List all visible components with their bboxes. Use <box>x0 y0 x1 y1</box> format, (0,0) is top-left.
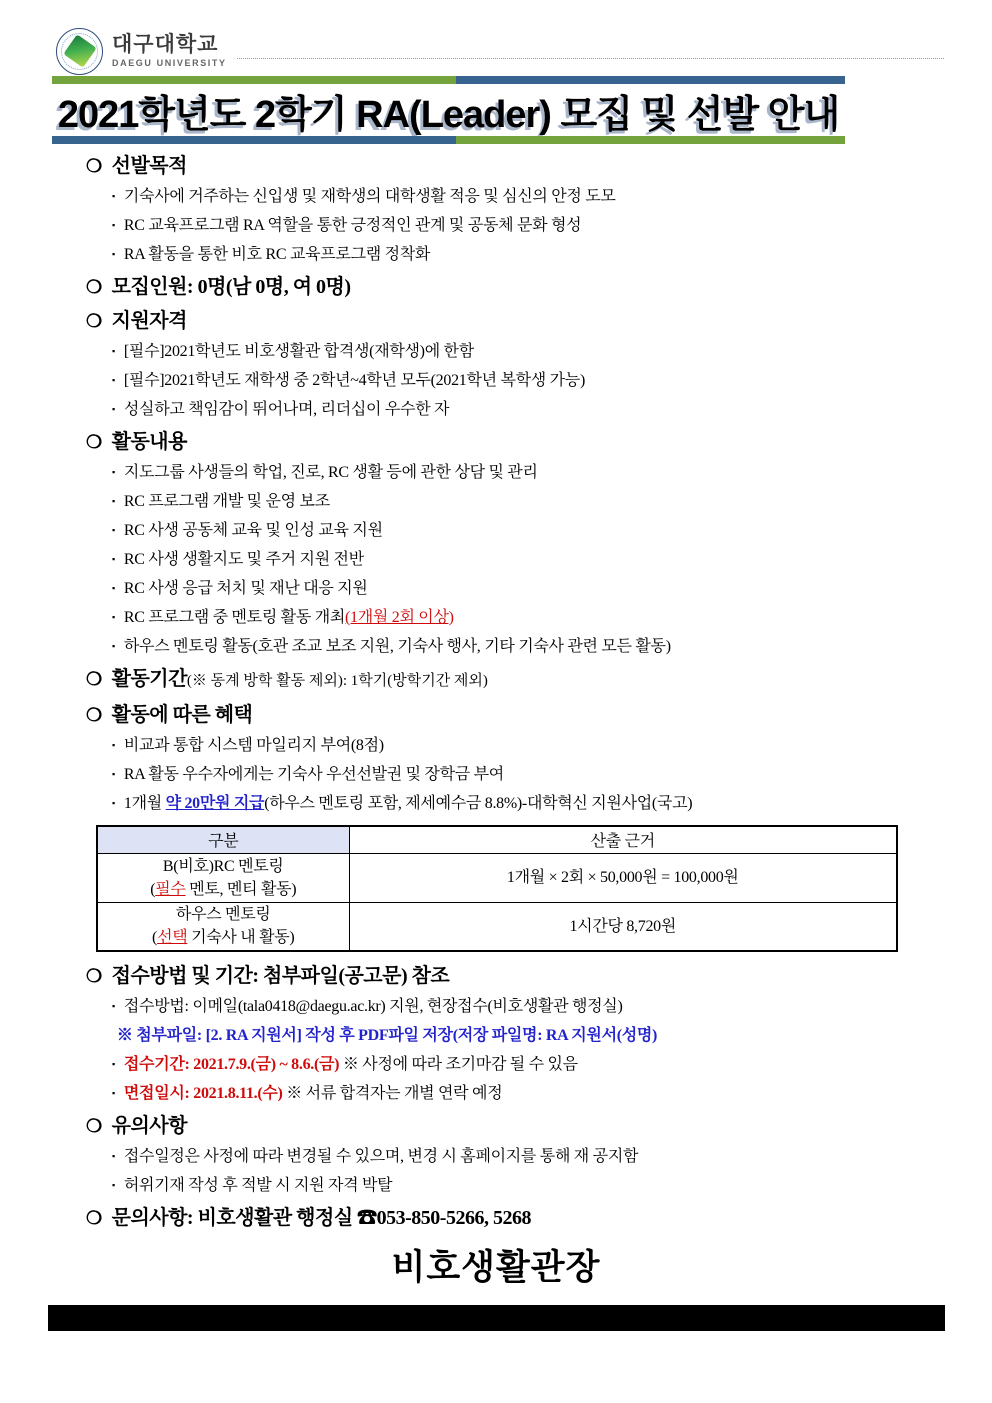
table-row-house-mentoring <box>97 902 897 951</box>
bullet-icon: ▪ <box>112 1180 115 1190</box>
item-text: 기숙사에 거주하는 신입생 및 재학생의 대학생활 적응 및 심신의 안정 도모 <box>123 188 616 205</box>
section-marker-icon: ❍ <box>86 311 102 331</box>
section-marker-icon: ❍ <box>86 156 102 176</box>
note-item-attachment <box>46 1021 946 1050</box>
banner-bottom-bar-green <box>456 136 845 144</box>
university-name: 대구대학교 <box>112 33 219 56</box>
university-name-en: DAEGU UNIVERSITY <box>112 58 227 68</box>
item-text: RC 사생 생활지도 및 주거 지원 전반 <box>123 551 364 568</box>
signature-title: 비호생활관장 <box>391 1248 601 1287</box>
cell-text: ( <box>152 929 158 947</box>
item-text: RC 프로그램 중 멘토링 활동 개최 <box>123 609 346 626</box>
bullet-item <box>46 760 946 789</box>
bullet-item <box>46 458 946 487</box>
bullet-icon: ▪ <box>112 769 115 779</box>
cell-text: 하우스 멘토링 <box>175 906 271 924</box>
section-header-period <box>46 663 946 697</box>
section-title: 문의사항: 비호생활관 행정실 ☎053-850-5266, 5268 <box>111 1207 531 1229</box>
bullet-item <box>46 487 946 516</box>
bullet-icon: ▪ <box>112 1059 115 1069</box>
section-title: 모집인원: 0명(남 0명, 여 0명) <box>111 276 351 298</box>
bullet-icon: ▪ <box>112 404 115 414</box>
item-text: ※ 사정에 따라 조기마감 될 수 있음 <box>339 1056 578 1073</box>
item-text-blue: ※ 첨부파일: [2. RA 지원서] 작성 후 PDF파일 저장(저장 파일명: RA 지원서(성명) <box>116 1027 658 1044</box>
item-text: 비교과 통합 시스템 마일리지 부여(8점) <box>123 737 384 754</box>
bullet-icon: ▪ <box>112 346 115 356</box>
table-row-rc-mentoring <box>97 853 897 902</box>
bullet-icon: ▪ <box>112 467 115 477</box>
bullet-icon: ▪ <box>112 740 115 750</box>
section-title: 선발목적 <box>111 155 187 177</box>
section-title: 지원자격 <box>111 310 187 332</box>
bullet-icon: ▪ <box>112 496 115 506</box>
item-text: RC 사생 응급 처치 및 재난 대응 지원 <box>123 580 368 597</box>
bullet-icon: ▪ <box>112 612 115 622</box>
bullet-icon: ▪ <box>112 220 115 230</box>
section-marker-icon: ❍ <box>86 1208 102 1228</box>
item-text: RC 교육프로그램 RA 역할을 통한 긍정적인 관계 및 공동체 문화 형성 <box>123 217 582 234</box>
section-title: 활동내용 <box>111 431 187 453</box>
section-marker-icon: ❍ <box>86 705 102 725</box>
item-text: 접수일정은 사정에 따라 변경될 수 있으며, 변경 시 홈페이지를 통해 재 공지함 <box>123 1148 639 1165</box>
bullet-item-apply-method <box>46 992 946 1021</box>
banner-bottom-bar-blue <box>52 136 456 144</box>
cell-text-red: 선택 <box>157 929 188 947</box>
cell-house-mentoring-basis: 1시간당 8,720원 <box>349 902 897 951</box>
cell-rc-mentoring-basis: 1개월 × 2회 × 50,000원 = 100,000원 <box>349 853 897 902</box>
section-header-application <box>46 960 946 992</box>
table-header-basis: 산출 근거 <box>349 826 897 853</box>
section-header-purpose <box>46 150 946 182</box>
letterhead-dotted-line <box>237 58 944 59</box>
section-header-eligibility <box>46 305 946 337</box>
cell-text: 멘토, 멘티 활동) <box>185 880 297 898</box>
bullet-item-apply-period <box>46 1050 946 1079</box>
university-names <box>112 34 227 68</box>
item-text: 지도그룹 사생들의 학업, 진로, RC 생활 등에 관한 상담 및 관리 <box>123 464 538 481</box>
bullet-item-mentoring <box>46 603 946 632</box>
bullet-item <box>46 545 946 574</box>
university-logo-icon <box>56 28 103 75</box>
bullet-item <box>46 574 946 603</box>
bullet-icon: ▪ <box>112 1151 115 1161</box>
section-title: 유의사항 <box>111 1115 187 1137</box>
footer-bar <box>48 1305 945 1331</box>
section-title-sub: (※ 동계 방학 활동 제외): 1학기(방학기간 제외) <box>186 673 488 689</box>
bullet-icon: ▪ <box>112 641 115 651</box>
section-header-contact <box>46 1202 946 1234</box>
table-header-row <box>97 826 897 853</box>
payment-calculation-table <box>96 825 898 952</box>
item-text: RC 사생 공동체 교육 및 인성 교육 지원 <box>123 522 383 539</box>
table-header-category: 구분 <box>97 826 349 853</box>
page-title: 2021학년도 2학기 RA(Leader) 모집 및 선발 안내 <box>57 93 840 136</box>
bullet-item-payment <box>46 789 946 818</box>
bullet-icon: ▪ <box>112 375 115 385</box>
bullet-item <box>46 1142 946 1171</box>
item-text-highlight-red: (1개월 2회 이상) <box>345 609 454 626</box>
item-text: (하우스 멘토링 포함, 제세예수금 8.8%)-대학혁신 지원사업(국고) <box>264 795 693 812</box>
bullet-item <box>46 337 946 366</box>
item-text-red: 접수기간: 2021.7.9.(금) ~ 8.6.(금) <box>123 1056 340 1073</box>
bullet-item <box>46 240 946 269</box>
bullet-item <box>46 632 946 661</box>
cell-text-red: 필수 <box>155 880 186 898</box>
bullet-icon: ▪ <box>112 554 115 564</box>
item-text: 성실하고 책임감이 뛰어나며, 리더십이 우수한 자 <box>123 401 450 418</box>
bullet-item <box>46 182 946 211</box>
cell-house-mentoring-label <box>97 902 349 951</box>
bullet-item <box>46 366 946 395</box>
bullet-icon: ▪ <box>112 191 115 201</box>
section-marker-icon: ❍ <box>86 1116 102 1136</box>
bullet-item-interview-date <box>46 1079 946 1108</box>
item-text: ※ 서류 합격자는 개별 연락 예정 <box>282 1085 503 1102</box>
item-text: [필수]2021학년도 재학생 중 2학년~4학년 모두(2021학년 복학생 가능) <box>123 372 585 389</box>
section-marker-icon: ❍ <box>86 669 102 689</box>
bullet-icon: ▪ <box>112 583 115 593</box>
bullet-icon: ▪ <box>112 1001 115 1011</box>
bullet-icon: ▪ <box>112 798 115 808</box>
section-header-quota <box>46 271 946 303</box>
item-text-highlight-blue: 약 20만원 지급 <box>165 795 265 812</box>
notice-body <box>46 148 946 1234</box>
bullet-item <box>46 1171 946 1200</box>
bullet-icon: ▪ <box>112 525 115 535</box>
item-text-red: 면접일시: 2021.8.11.(수) <box>123 1085 283 1102</box>
cell-rc-mentoring-label <box>97 853 349 902</box>
item-text: 접수방법: 이메일(tala0418@daegu.ac.kr) 지원, 현장접수(비호생활관 행정실) <box>123 998 623 1015</box>
bullet-item <box>46 211 946 240</box>
item-text: RC 프로그램 개발 및 운영 보조 <box>123 493 330 510</box>
logo-diamond-icon <box>63 34 96 67</box>
bullet-item <box>46 731 946 760</box>
item-text: 하우스 멘토링 활동(호관 조교 보조 지원, 기숙사 행사, 기타 기숙사 관련 모든 활동) <box>123 638 671 655</box>
item-text: [필수]2021학년도 비호생활관 합격생(재학생)에 한함 <box>123 343 474 360</box>
section-title: 접수방법 및 기간: 첨부파일(공고문) 참조 <box>111 965 450 987</box>
section-marker-icon: ❍ <box>86 966 102 986</box>
section-marker-icon: ❍ <box>86 277 102 297</box>
bullet-item <box>46 395 946 424</box>
bullet-item <box>46 516 946 545</box>
item-text: RA 활동 우수자에게는 기숙사 우선선발권 및 장학금 부여 <box>123 766 504 783</box>
section-header-notes <box>46 1110 946 1142</box>
item-text: 1개월 <box>123 795 166 812</box>
bullet-icon: ▪ <box>112 249 115 259</box>
cell-text: ( <box>150 880 156 898</box>
section-marker-icon: ❍ <box>86 432 102 452</box>
section-title: 활동기간 <box>111 668 187 690</box>
bullet-icon: ▪ <box>112 1088 115 1098</box>
cell-text: 기숙사 내 활동) <box>187 929 295 947</box>
section-header-activities <box>46 426 946 458</box>
letterhead <box>56 26 944 76</box>
section-header-benefits <box>46 699 946 731</box>
item-text: RA 활동을 통한 비호 RC 교육프로그램 정착화 <box>123 246 431 263</box>
item-text: 허위기재 작성 후 적발 시 지원 자격 박탈 <box>123 1177 393 1194</box>
section-title: 활동에 따른 혜택 <box>111 704 253 726</box>
banner-bottom-bar <box>52 136 845 144</box>
cell-text: B(비호)RC 멘토링 <box>162 857 284 875</box>
